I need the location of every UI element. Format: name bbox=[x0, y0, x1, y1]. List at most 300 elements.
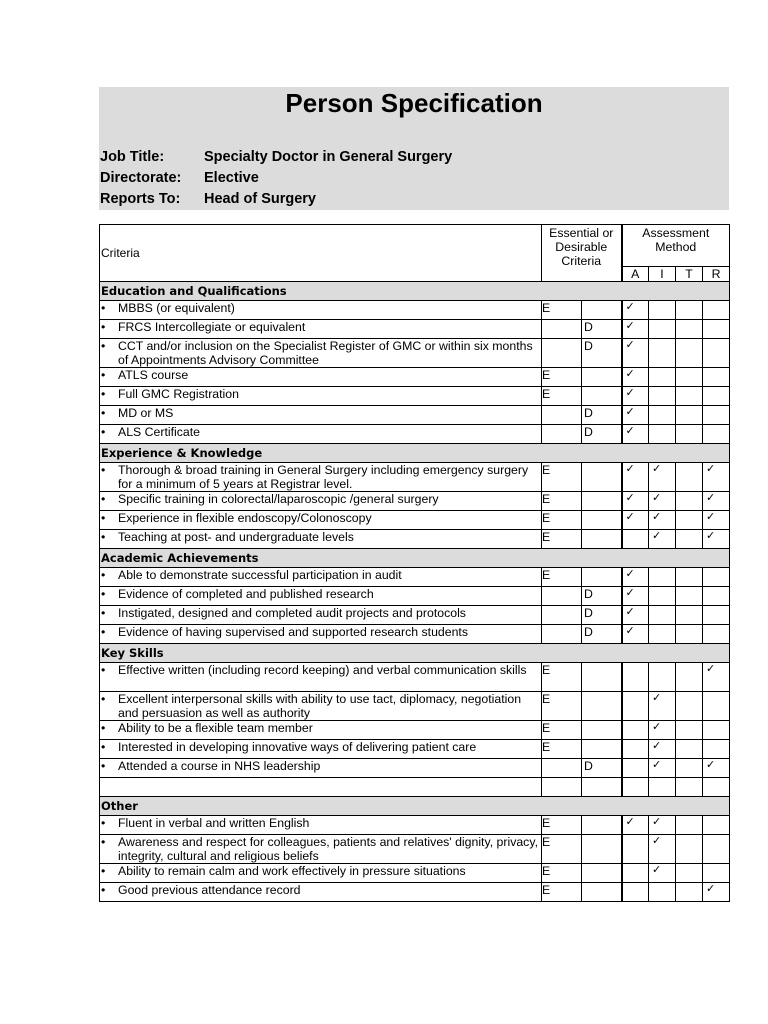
criteria-text: Good previous attendance record bbox=[118, 883, 301, 897]
method-i-cell bbox=[649, 587, 676, 606]
essential-cell: E bbox=[542, 511, 582, 530]
method-i-cell bbox=[649, 864, 676, 883]
desirable-cell: D bbox=[582, 406, 622, 425]
checkmark-icon: ✓ bbox=[706, 492, 716, 504]
essential-cell bbox=[542, 339, 582, 368]
method-r-cell bbox=[703, 864, 730, 883]
method-r-cell bbox=[703, 721, 730, 740]
meta-value: Elective bbox=[204, 170, 259, 186]
method-r-cell bbox=[703, 587, 730, 606]
method-i-cell bbox=[649, 339, 676, 368]
method-t-cell bbox=[676, 816, 703, 835]
checkmark-icon: ✓ bbox=[652, 721, 662, 733]
method-i-cell bbox=[649, 568, 676, 587]
essential-cell bbox=[542, 425, 582, 444]
bullet-icon: • bbox=[101, 301, 106, 315]
person-spec-table bbox=[99, 224, 730, 902]
method-t-cell bbox=[676, 721, 703, 740]
method-r-cell bbox=[703, 406, 730, 425]
table-row bbox=[100, 721, 730, 740]
essential-cell: E bbox=[542, 835, 582, 864]
checkmark-icon: ✓ bbox=[625, 406, 635, 418]
method-t-cell bbox=[676, 368, 703, 387]
table-row bbox=[100, 425, 730, 444]
method-i-cell bbox=[649, 425, 676, 444]
checkmark-icon: ✓ bbox=[625, 368, 635, 380]
criteria-text: Specific training in colorectal/laparoscopic /general surgery bbox=[118, 492, 439, 506]
checkmark-icon: ✓ bbox=[652, 692, 662, 704]
bullet-icon: • bbox=[101, 721, 106, 735]
method-r-cell bbox=[703, 463, 730, 492]
bullet-icon: • bbox=[101, 511, 106, 525]
essential-cell: E bbox=[542, 864, 582, 883]
method-t-cell bbox=[676, 587, 703, 606]
table-row bbox=[100, 368, 730, 387]
method-i-cell bbox=[649, 530, 676, 549]
checkmark-icon: ✓ bbox=[625, 320, 635, 332]
method-a-cell bbox=[622, 625, 649, 644]
method-r-cell bbox=[703, 339, 730, 368]
checkmark-icon: ✓ bbox=[652, 511, 662, 523]
method-a-cell bbox=[622, 492, 649, 511]
checkmark-icon: ✓ bbox=[625, 606, 635, 618]
criteria-cell bbox=[100, 606, 542, 625]
method-i-cell bbox=[649, 816, 676, 835]
table-row bbox=[100, 864, 730, 883]
method-i-cell bbox=[649, 606, 676, 625]
section-header-row bbox=[100, 797, 730, 816]
essential-cell: E bbox=[542, 301, 582, 320]
method-a-cell bbox=[622, 368, 649, 387]
table-row bbox=[100, 387, 730, 406]
checkmark-icon: ✓ bbox=[625, 387, 635, 399]
bullet-icon: • bbox=[101, 692, 106, 706]
method-t-cell bbox=[676, 406, 703, 425]
meta-row-directorate bbox=[100, 168, 452, 189]
table-row bbox=[100, 492, 730, 511]
method-t-cell bbox=[676, 568, 703, 587]
table-row bbox=[100, 759, 730, 778]
method-t-cell bbox=[676, 663, 703, 692]
method-a-cell bbox=[622, 816, 649, 835]
criteria-cell bbox=[100, 721, 542, 740]
bullet-icon: • bbox=[101, 387, 106, 401]
checkmark-icon: ✓ bbox=[625, 625, 635, 637]
essential-cell bbox=[542, 320, 582, 339]
method-a-cell bbox=[622, 301, 649, 320]
criteria-text: Effective written (including record keeping) and verbal communication skills bbox=[118, 663, 527, 677]
method-r-cell bbox=[703, 778, 730, 797]
section-title: Key Skills bbox=[100, 644, 730, 663]
essential-cell: E bbox=[542, 530, 582, 549]
method-i-cell bbox=[649, 320, 676, 339]
method-t-cell bbox=[676, 740, 703, 759]
header-band bbox=[99, 87, 729, 210]
bullet-icon: • bbox=[101, 492, 106, 506]
method-a-cell bbox=[622, 587, 649, 606]
desirable-cell: D bbox=[582, 339, 622, 368]
essential-cell bbox=[542, 778, 582, 797]
meta-row-reports-to bbox=[100, 189, 452, 210]
method-i-cell bbox=[649, 721, 676, 740]
criteria-cell bbox=[100, 406, 542, 425]
table-row bbox=[100, 816, 730, 835]
method-a-cell bbox=[622, 663, 649, 692]
method-a-cell bbox=[622, 778, 649, 797]
desirable-cell: D bbox=[582, 320, 622, 339]
method-t-cell bbox=[676, 759, 703, 778]
bullet-icon: • bbox=[101, 864, 106, 878]
method-i-header: I bbox=[649, 267, 676, 282]
checkmark-icon: ✓ bbox=[625, 339, 635, 351]
method-t-cell bbox=[676, 425, 703, 444]
bullet-icon: • bbox=[101, 663, 106, 677]
method-i-cell bbox=[649, 778, 676, 797]
desirable-cell bbox=[582, 864, 622, 883]
checkmark-icon: ✓ bbox=[706, 530, 716, 542]
method-i-cell bbox=[649, 301, 676, 320]
desirable-cell: D bbox=[582, 759, 622, 778]
desirable-cell bbox=[582, 778, 622, 797]
desirable-cell: D bbox=[582, 606, 622, 625]
criteria-text: Awareness and respect for colleagues, patients and relatives' dignity, privacy, integrity, cultural and religious beliefs bbox=[118, 835, 538, 863]
table-row bbox=[100, 778, 730, 797]
method-r-cell bbox=[703, 387, 730, 406]
table-row bbox=[100, 835, 730, 864]
criteria-cell bbox=[100, 883, 542, 902]
table-row bbox=[100, 301, 730, 320]
method-a-cell bbox=[622, 721, 649, 740]
criteria-cell bbox=[100, 587, 542, 606]
method-r-cell bbox=[703, 568, 730, 587]
method-i-cell bbox=[649, 759, 676, 778]
method-a-cell bbox=[622, 530, 649, 549]
method-r-header: R bbox=[703, 267, 730, 282]
criteria-cell bbox=[100, 511, 542, 530]
criteria-cell bbox=[100, 492, 542, 511]
essential-cell: E bbox=[542, 692, 582, 721]
method-r-cell bbox=[703, 835, 730, 864]
checkmark-icon: ✓ bbox=[652, 740, 662, 752]
method-a-header: A bbox=[622, 267, 649, 282]
method-r-cell bbox=[703, 511, 730, 530]
method-i-cell bbox=[649, 511, 676, 530]
section-title: Other bbox=[100, 797, 730, 816]
desirable-cell bbox=[582, 740, 622, 759]
essential-cell: E bbox=[542, 463, 582, 492]
method-i-cell bbox=[649, 692, 676, 721]
criteria-text: FRCS Intercollegiate or equivalent bbox=[118, 320, 306, 334]
bullet-icon: • bbox=[101, 759, 106, 773]
criteria-text: Ability to be a flexible team member bbox=[118, 721, 313, 735]
table-row bbox=[100, 568, 730, 587]
assessment-header: Assessment Method bbox=[622, 225, 730, 267]
method-r-cell bbox=[703, 492, 730, 511]
checkmark-icon: ✓ bbox=[706, 511, 716, 523]
essential-cell: E bbox=[542, 663, 582, 692]
method-t-cell bbox=[676, 530, 703, 549]
method-t-cell bbox=[676, 492, 703, 511]
method-a-cell bbox=[622, 740, 649, 759]
checkmark-icon: ✓ bbox=[652, 530, 662, 542]
method-r-cell bbox=[703, 663, 730, 692]
checkmark-icon: ✓ bbox=[652, 835, 662, 847]
criteria-text: Evidence of completed and published research bbox=[118, 587, 374, 601]
method-i-cell bbox=[649, 463, 676, 492]
bullet-icon: • bbox=[101, 320, 106, 334]
desirable-cell bbox=[582, 368, 622, 387]
method-t-cell bbox=[676, 339, 703, 368]
essential-cell: E bbox=[542, 816, 582, 835]
bullet-icon: • bbox=[101, 625, 106, 639]
criteria-cell bbox=[100, 778, 542, 797]
method-t-cell bbox=[676, 883, 703, 902]
method-a-cell bbox=[622, 606, 649, 625]
table-row bbox=[100, 692, 730, 721]
method-t-cell bbox=[676, 778, 703, 797]
criteria-text: Teaching at post- and undergraduate levels bbox=[118, 530, 354, 544]
criteria-cell bbox=[100, 692, 542, 721]
criteria-text: Ability to remain calm and work effectively in pressure situations bbox=[118, 864, 466, 878]
bullet-icon: • bbox=[101, 568, 106, 582]
criteria-cell bbox=[100, 320, 542, 339]
essential-cell bbox=[542, 587, 582, 606]
meta-label: Job Title: bbox=[100, 149, 165, 165]
table-row bbox=[100, 530, 730, 549]
bullet-icon: • bbox=[101, 587, 106, 601]
desirable-cell bbox=[582, 387, 622, 406]
meta-row-job-title bbox=[100, 147, 452, 168]
section-header-row bbox=[100, 282, 730, 301]
essential-cell: E bbox=[542, 740, 582, 759]
criteria-cell bbox=[100, 368, 542, 387]
method-a-cell bbox=[622, 339, 649, 368]
criteria-cell bbox=[100, 301, 542, 320]
method-a-cell bbox=[622, 568, 649, 587]
criteria-text: Interested in developing innovative ways of delivering patient care bbox=[118, 740, 477, 754]
meta-value: Specialty Doctor in General Surgery bbox=[204, 149, 453, 165]
criteria-cell bbox=[100, 816, 542, 835]
criteria-text: MBBS (or equivalent) bbox=[118, 301, 235, 315]
method-i-cell bbox=[649, 883, 676, 902]
bullet-icon: • bbox=[101, 816, 106, 830]
table-row bbox=[100, 463, 730, 492]
method-r-cell bbox=[703, 425, 730, 444]
checkmark-icon: ✓ bbox=[652, 816, 662, 828]
meta-label: Reports To: bbox=[100, 191, 181, 207]
criteria-cell bbox=[100, 835, 542, 864]
essential-cell: E bbox=[542, 568, 582, 587]
method-r-cell bbox=[703, 368, 730, 387]
essential-cell bbox=[542, 406, 582, 425]
method-a-cell bbox=[622, 425, 649, 444]
bullet-icon: • bbox=[101, 425, 106, 439]
table-row bbox=[100, 587, 730, 606]
criteria-cell bbox=[100, 568, 542, 587]
method-t-header: T bbox=[676, 267, 703, 282]
method-i-cell bbox=[649, 406, 676, 425]
checkmark-icon: ✓ bbox=[652, 492, 662, 504]
method-r-cell bbox=[703, 606, 730, 625]
bullet-icon: • bbox=[101, 835, 106, 849]
method-t-cell bbox=[676, 835, 703, 864]
desirable-cell: D bbox=[582, 625, 622, 644]
essential-cell: E bbox=[542, 883, 582, 902]
criteria-cell bbox=[100, 463, 542, 492]
bullet-icon: • bbox=[101, 530, 106, 544]
method-t-cell bbox=[676, 320, 703, 339]
method-r-cell bbox=[703, 530, 730, 549]
meta-label: Directorate: bbox=[100, 170, 182, 186]
checkmark-icon: ✓ bbox=[625, 587, 635, 599]
checkmark-icon: ✓ bbox=[706, 663, 716, 675]
desirable-cell: D bbox=[582, 587, 622, 606]
criteria-text: Instigated, designed and completed audit projects and protocols bbox=[118, 606, 466, 620]
checkmark-icon: ✓ bbox=[706, 759, 716, 771]
essential-cell: E bbox=[542, 387, 582, 406]
desirable-cell bbox=[582, 721, 622, 740]
desirable-cell bbox=[582, 835, 622, 864]
criteria-header: Criteria bbox=[100, 225, 542, 282]
method-t-cell bbox=[676, 692, 703, 721]
section-title: Academic Achievements bbox=[100, 549, 730, 568]
desirable-cell bbox=[582, 816, 622, 835]
criteria-cell bbox=[100, 740, 542, 759]
checkmark-icon: ✓ bbox=[652, 864, 662, 876]
method-r-cell bbox=[703, 759, 730, 778]
method-i-cell bbox=[649, 368, 676, 387]
desirable-cell bbox=[582, 692, 622, 721]
bullet-icon: • bbox=[101, 368, 106, 382]
method-a-cell bbox=[622, 320, 649, 339]
bullet-icon: • bbox=[101, 740, 106, 754]
method-r-cell bbox=[703, 320, 730, 339]
essential-cell: E bbox=[542, 368, 582, 387]
method-a-cell bbox=[622, 387, 649, 406]
method-r-cell bbox=[703, 883, 730, 902]
essential-cell: E bbox=[542, 492, 582, 511]
criteria-text: Attended a course in NHS leadership bbox=[118, 759, 321, 773]
method-r-cell bbox=[703, 692, 730, 721]
desirable-cell bbox=[582, 511, 622, 530]
method-t-cell bbox=[676, 625, 703, 644]
section-title: Experience & Knowledge bbox=[100, 444, 730, 463]
checkmark-icon: ✓ bbox=[706, 463, 716, 475]
essential-cell bbox=[542, 625, 582, 644]
meta-value: Head of Surgery bbox=[204, 191, 316, 207]
section-title: Education and Qualifications bbox=[100, 282, 730, 301]
desirable-cell bbox=[582, 663, 622, 692]
table-row bbox=[100, 511, 730, 530]
method-i-cell bbox=[649, 492, 676, 511]
method-t-cell bbox=[676, 511, 703, 530]
method-i-cell bbox=[649, 740, 676, 759]
bullet-icon: • bbox=[101, 339, 106, 353]
method-a-cell bbox=[622, 835, 649, 864]
desirable-cell bbox=[582, 530, 622, 549]
desirable-cell bbox=[582, 883, 622, 902]
checkmark-icon: ✓ bbox=[625, 463, 635, 475]
method-a-cell bbox=[622, 406, 649, 425]
method-r-cell bbox=[703, 740, 730, 759]
criteria-cell bbox=[100, 387, 542, 406]
criteria-text: CCT and/or inclusion on the Specialist Register of GMC or within six months of Appointments Advisory Committee bbox=[118, 339, 533, 367]
checkmark-icon: ✓ bbox=[625, 568, 635, 580]
criteria-cell bbox=[100, 864, 542, 883]
section-header-row bbox=[100, 644, 730, 663]
method-a-cell bbox=[622, 883, 649, 902]
essential-header: Essential or Desirable Criteria bbox=[542, 225, 622, 282]
criteria-text: MD or MS bbox=[118, 406, 174, 420]
desirable-cell bbox=[582, 568, 622, 587]
criteria-cell bbox=[100, 625, 542, 644]
table-row bbox=[100, 606, 730, 625]
desirable-cell bbox=[582, 463, 622, 492]
criteria-cell bbox=[100, 530, 542, 549]
criteria-text: Thorough & broad training in General Surgery including emergency surgery for a minimum of 5 years at Registrar level. bbox=[118, 463, 529, 491]
section-header-row bbox=[100, 549, 730, 568]
method-i-cell bbox=[649, 387, 676, 406]
criteria-text: Full GMC Registration bbox=[118, 387, 239, 401]
method-i-cell bbox=[649, 663, 676, 692]
table-row bbox=[100, 625, 730, 644]
method-t-cell bbox=[676, 301, 703, 320]
checkmark-icon: ✓ bbox=[652, 463, 662, 475]
method-r-cell bbox=[703, 301, 730, 320]
table-row bbox=[100, 320, 730, 339]
criteria-text: Evidence of having supervised and supported research students bbox=[118, 625, 468, 639]
method-i-cell bbox=[649, 835, 676, 864]
header-row-1 bbox=[100, 225, 730, 267]
desirable-cell bbox=[582, 301, 622, 320]
criteria-cell bbox=[100, 339, 542, 368]
criteria-text: Excellent interpersonal skills with ability to use tact, diplomacy, negotiation and persuasion as well as authority bbox=[118, 692, 522, 720]
bullet-icon: • bbox=[101, 606, 106, 620]
criteria-cell bbox=[100, 425, 542, 444]
method-t-cell bbox=[676, 463, 703, 492]
essential-cell bbox=[542, 759, 582, 778]
criteria-text: ATLS course bbox=[118, 368, 189, 382]
checkmark-icon: ✓ bbox=[706, 883, 716, 895]
table-row bbox=[100, 406, 730, 425]
page-title: Person Specification bbox=[285, 88, 543, 118]
criteria-text: Fluent in verbal and written English bbox=[118, 816, 310, 830]
table-row bbox=[100, 339, 730, 368]
criteria-text: Able to demonstrate successful participation in audit bbox=[118, 568, 402, 582]
checkmark-icon: ✓ bbox=[652, 759, 662, 771]
table-row bbox=[100, 740, 730, 759]
method-a-cell bbox=[622, 511, 649, 530]
checkmark-icon: ✓ bbox=[625, 301, 635, 313]
criteria-text: ALS Certificate bbox=[118, 425, 201, 439]
table-row bbox=[100, 663, 730, 692]
essential-cell: E bbox=[542, 721, 582, 740]
desirable-cell bbox=[582, 492, 622, 511]
bullet-icon: • bbox=[101, 406, 106, 420]
section-header-row bbox=[100, 444, 730, 463]
bullet-icon: • bbox=[101, 883, 106, 897]
job-meta bbox=[100, 147, 452, 210]
desirable-cell: D bbox=[582, 425, 622, 444]
criteria-cell bbox=[100, 759, 542, 778]
checkmark-icon: ✓ bbox=[625, 816, 635, 828]
method-a-cell bbox=[622, 692, 649, 721]
method-t-cell bbox=[676, 864, 703, 883]
checkmark-icon: ✓ bbox=[625, 511, 635, 523]
method-a-cell bbox=[622, 864, 649, 883]
criteria-cell bbox=[100, 663, 542, 692]
method-a-cell bbox=[622, 463, 649, 492]
